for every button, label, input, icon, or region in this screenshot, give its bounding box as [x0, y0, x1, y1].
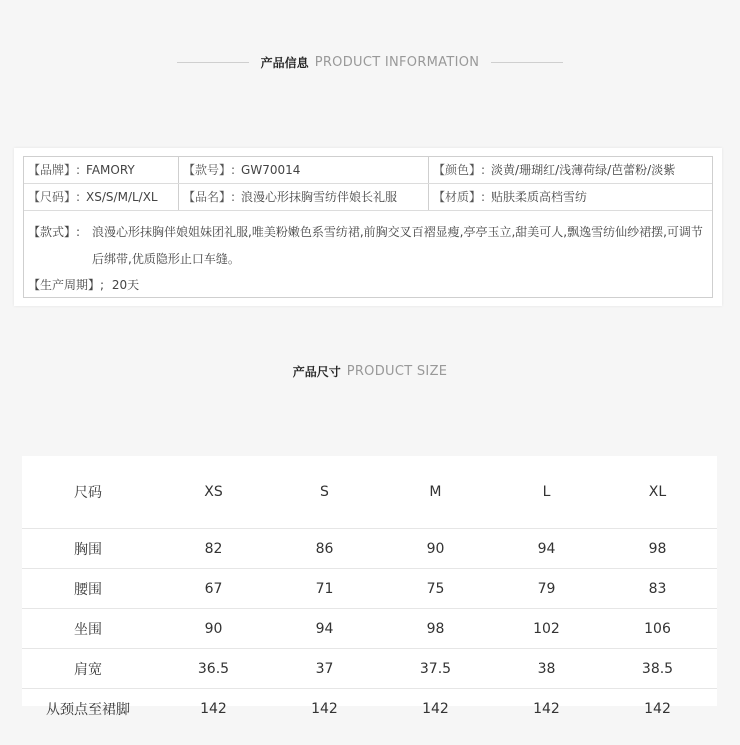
- size-value-cell: 142: [422, 700, 449, 717]
- period-label: 【生产周期】;: [28, 278, 105, 292]
- size-value-cell: 79: [495, 569, 598, 609]
- style-no-label: 【款号】:: [183, 163, 236, 177]
- heading-cn: 产品信息: [260, 56, 309, 70]
- size-value-cell: 90: [376, 529, 495, 569]
- size-value-cell: 142: [311, 700, 338, 717]
- size-label: 【尺码】:: [28, 190, 81, 204]
- size-value-cell: 71: [273, 569, 376, 609]
- size-value-cell: 90: [154, 609, 273, 649]
- material-value: 贴肤柔质高档雪纺: [491, 190, 588, 204]
- size-row: [22, 569, 717, 609]
- production-period: [28, 275, 139, 295]
- size-value-cell: 67: [154, 569, 273, 609]
- heading-en: PRODUCT INFORMATION: [314, 55, 480, 70]
- heading-rule-right: [491, 62, 563, 63]
- size-header-cell: XL: [598, 456, 717, 529]
- size-value-cell: 75: [376, 569, 495, 609]
- size-value-cell: 82: [154, 529, 273, 569]
- size-row: [22, 649, 717, 689]
- size-value-cell: 86: [273, 529, 376, 569]
- product-size-heading: [0, 363, 740, 380]
- info-row-1: [24, 157, 712, 184]
- heading-rule-left: [177, 62, 249, 63]
- name-label: 【品名】:: [183, 190, 236, 204]
- size-header-cell: L: [495, 456, 598, 529]
- color-label: 【颜色】:: [433, 163, 486, 177]
- size-heading-cn: 产品尺寸: [292, 365, 341, 379]
- size-row: [22, 689, 717, 729]
- size-row: [22, 529, 717, 569]
- size-table: [22, 456, 717, 728]
- size-heading-en: PRODUCT SIZE: [346, 364, 448, 379]
- measure-label: 坐围: [22, 609, 154, 649]
- style-no-cell: [178, 157, 428, 183]
- name-cell: [178, 184, 428, 210]
- name-value: 浪漫心形抹胸雪纺伴娘长礼服: [241, 190, 398, 204]
- size-value-cell: 102: [495, 609, 598, 649]
- product-info-table: [23, 156, 713, 298]
- size-value-cell: 38.5: [598, 649, 717, 689]
- size-chart-card: [22, 456, 717, 718]
- style-value: 浪漫心形抹胸伴娘姐妹团礼服,唯美粉嫩色系雪纺裙,前胸交叉百褶显瘦,亭亭玉立,甜美可人,飘逸雪纺仙纱裙摆,可调节后绑带,优质隐形止口车缝。: [92, 225, 703, 266]
- size-header-cell: XS: [154, 456, 273, 529]
- size-column-label: 尺码: [22, 456, 154, 529]
- period-value: 20天: [111, 278, 140, 292]
- material-cell: [428, 184, 712, 210]
- size-header-cell: S: [273, 456, 376, 529]
- style-description: [28, 219, 708, 273]
- size-value-cell: 142: [533, 700, 560, 717]
- color-value: 淡黄/珊瑚红/浅薄荷绿/芭蕾粉/淡紫: [491, 163, 676, 177]
- size-row: [22, 609, 717, 649]
- brand-label: 【品牌】:: [28, 163, 81, 177]
- brand-value: FAMORY: [86, 163, 135, 177]
- product-info-card: [14, 148, 722, 306]
- style-no-value: GW70014: [241, 163, 301, 177]
- measure-label: 胸围: [22, 529, 154, 569]
- size-value: XS/S/M/L/XL: [86, 190, 158, 204]
- product-info-heading: [0, 54, 740, 71]
- size-value-cell: 38: [495, 649, 598, 689]
- info-row-2: [24, 184, 712, 211]
- size-value-cell: 37.5: [376, 649, 495, 689]
- size-value-cell: 37: [273, 649, 376, 689]
- measure-label: 腰围: [22, 569, 154, 609]
- style-label: 【款式】:: [28, 225, 81, 239]
- size-value-cell: 142: [644, 700, 671, 717]
- size-header-row: [22, 456, 717, 529]
- color-cell: [428, 157, 712, 183]
- size-header-cell: M: [376, 456, 495, 529]
- size-value-cell: 94: [495, 529, 598, 569]
- size-value-cell: 94: [273, 609, 376, 649]
- size-value-cell: 98: [376, 609, 495, 649]
- size-value-cell: 98: [598, 529, 717, 569]
- brand-cell: [24, 157, 178, 183]
- size-value-cell: 83: [598, 569, 717, 609]
- size-value-cell: 106: [598, 609, 717, 649]
- measure-label: 肩宽: [22, 649, 154, 689]
- size-value-cell: 36.5: [154, 649, 273, 689]
- material-label: 【材质】:: [433, 190, 486, 204]
- size-value-cell: 142: [200, 700, 227, 717]
- size-cell: [24, 184, 178, 210]
- measure-label: 从颈点至裙脚: [46, 701, 130, 718]
